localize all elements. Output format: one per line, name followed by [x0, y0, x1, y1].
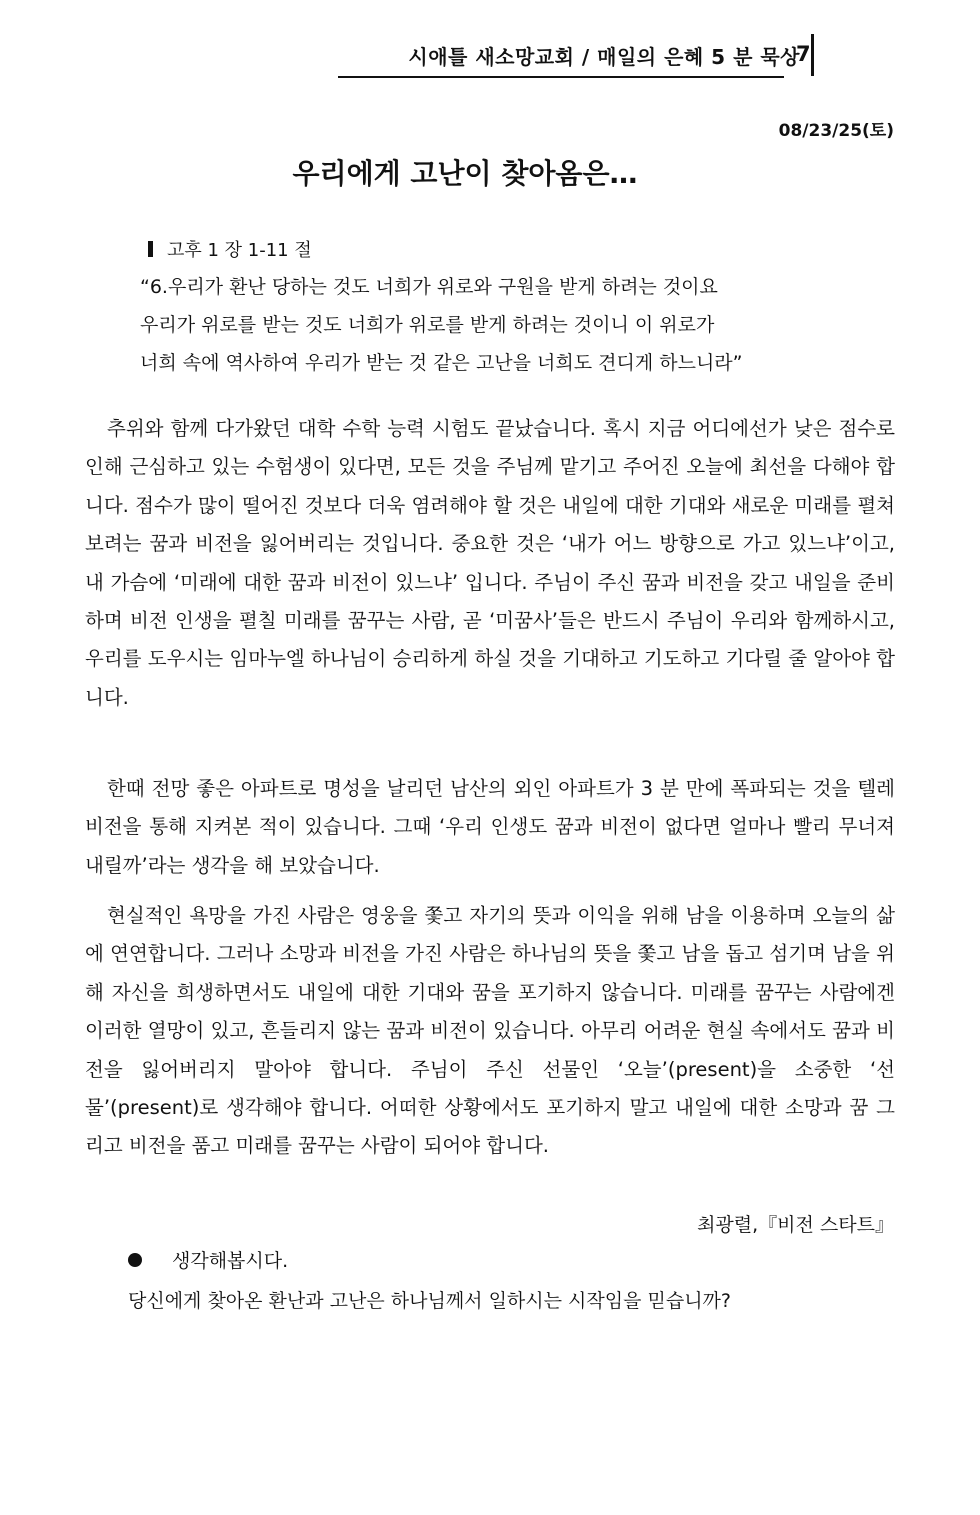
header-underline [338, 76, 784, 78]
reference-marker-icon [148, 241, 153, 257]
scripture-line: 너희 속에 역사하여 우리가 받는 것 같은 고난을 너희도 견디게 하느니라” [140, 352, 743, 374]
bullet-icon [128, 1253, 142, 1267]
scripture-reference [148, 236, 312, 262]
page-number: 7 [796, 42, 811, 66]
body-paragraph-2: 한때 전망 좋은 아파트로 명성을 날리던 남산의 외인 아파트가 3 분 만에 폭파되는 것을 텔레비전을 통해 지켜본 적이 있습니다. 그때 ‘우리 인생도 꿈과 비전이 없다면 얼마나 빨리 무너져 내릴까’라는 생각을 해 보았습니다. [85, 777, 895, 877]
header-title: 시애틀 새소망교회 / 매일의 은혜 5 분 묵상 [408, 44, 800, 69]
header-divider [811, 34, 814, 76]
scripture-line: 우리가 위로를 받는 것도 너희가 위로를 받게 하려는 것이니 이 위로가 [140, 314, 715, 336]
reflection-question: 당신에게 찾아온 환난과 고난은 하나님께서 일하시는 시작임을 믿습니까? [128, 1290, 731, 1312]
body-paragraph-1: 추위와 함께 다가왔던 대학 수학 능력 시험도 끝났습니다. 혹시 지금 어디에선가 낮은 점수로 인해 근심하고 있는 수험생이 있다면, 모든 것을 주님께 맡기고 주어진 오늘에 최선을 다해야 합니다. 점수가 많이 떨어진 것보다 더욱 염려해야 할 것은 내일에 대한 기대와 새로운 미래를 펼쳐 보려는 꿈과 비전을 잃어버리는 것입니다. 중요한 것은 ‘내가 어느 방향으로 가고 있느냐’이고, 내 가슴에 ‘미래에 대한 꿈과 비전이 있느냐’ 입니다. 주님이 주신 꿈과 비전을 갖고 내일을 준비하며 비전 인생을 펼칠 미래를 꿈꾸는 사람, 곧 ‘미꿈사’들은 반드시 주님이 우리와 함께하시고, 우리를 도우시는 임마누엘 하나님이 승리하게 하실 것을 기대하고 기도하고 기다릴 줄 알아야 합니다. [85, 417, 895, 709]
page-header [408, 34, 812, 76]
scripture-line: “6.우리가 환난 당하는 것도 너희가 위로와 구원을 받게 하려는 것이요 [140, 276, 718, 298]
reflection-heading-row [128, 1246, 288, 1273]
reflection-heading: 생각해봅시다. [172, 1250, 289, 1272]
scripture-reference-text: 고후 1 장 1-11 절 [167, 240, 312, 261]
source-citation: 최광렬,『비전 스타트』 [697, 1214, 894, 1236]
body-paragraph-3: 현실적인 욕망을 가진 사람은 영웅을 쫓고 자기의 뜻과 이익을 위해 남을 이용하며 오늘의 삶에 연연합니다. 그러나 소망과 비전을 가진 사람은 하나님의 뜻을 쫓고 남을 돕고 섬기며 남을 위해 자신을 희생하면서도 내일에 대한 기대와 꿈을 포기하지 않습니다. 미래를 꿈꾸는 사람에겐 이러한 열망이 있고, 흔들리지 않는 꿈과 비전이 있습니다. 아무리 어려운 현실 속에서도 꿈과 비전을 잃어버리지 말아야 합니다. 주님이 주신 선물인 ‘오늘’(present)을 소중한 ‘선물’(present)로 생각해야 합니다. 어떠한 상황에서도 포기하지 말고 내일에 대한 소망과 꿈 그리고 비전을 품고 미래를 꿈꾸는 사람이 되어야 합니다. [85, 904, 895, 1158]
scripture-quote [140, 268, 900, 382]
page-title: 우리에게 고난이 찾아옴은… [292, 157, 638, 190]
date: 08/23/25(토) [778, 121, 894, 141]
